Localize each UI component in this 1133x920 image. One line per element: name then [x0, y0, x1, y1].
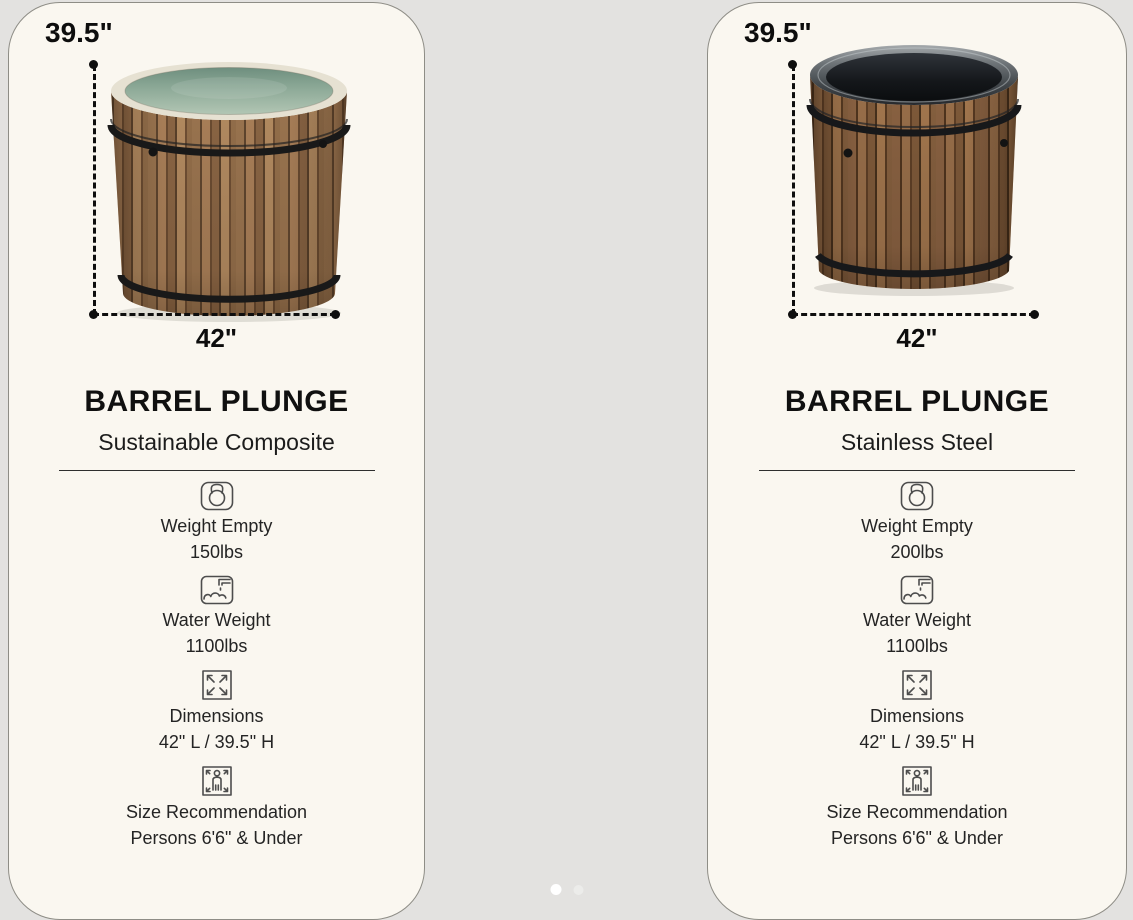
- dimension-endpoint-dot: [788, 310, 797, 319]
- spec-dimensions: [708, 669, 1126, 755]
- spec-value: 1100lbs: [185, 636, 248, 656]
- person-height-icon: [901, 765, 933, 797]
- spec-size-recommendation: [9, 765, 424, 851]
- product-figure: [708, 3, 1126, 361]
- spec-value: 200lbs: [890, 542, 944, 562]
- spec-water-weight: [9, 575, 424, 659]
- spec-water-weight: [708, 575, 1126, 659]
- dimension-endpoint-dot: [89, 60, 98, 69]
- product-title: BARREL PLUNGE: [84, 385, 349, 418]
- height-dimension-label: 39.5": [744, 17, 812, 48]
- spec-value: 42" L / 39.5" H: [158, 732, 275, 752]
- width-dimension-line: [93, 313, 336, 316]
- product-subtitle: Stainless Steel: [840, 429, 994, 455]
- product-figure: [9, 3, 424, 361]
- kettlebell-icon: [900, 481, 934, 511]
- spec-label: Water Weight: [862, 610, 972, 630]
- spec-value: Persons 6'6" & Under: [831, 828, 1003, 848]
- product-card-stainless[interactable]: [707, 2, 1127, 920]
- product-card-composite[interactable]: [8, 2, 425, 920]
- kettlebell-icon: [200, 481, 234, 511]
- expand-arrows-icon: [901, 669, 933, 701]
- dimension-endpoint-dot: [1030, 310, 1039, 319]
- spec-label: Dimensions: [169, 706, 264, 726]
- width-dimension-label: 42": [195, 323, 238, 353]
- spec-list: [708, 481, 1126, 851]
- spec-label: Water Weight: [162, 610, 271, 630]
- width-dimension-label: 42": [896, 323, 938, 353]
- spec-list: [9, 481, 424, 851]
- divider: [59, 470, 375, 471]
- product-subtitle: Sustainable Composite: [98, 429, 335, 455]
- spec-label: Size Recommendation: [826, 802, 1008, 822]
- spec-value: Persons 6'6" & Under: [130, 828, 303, 848]
- spec-weight-empty: [9, 481, 424, 565]
- dimension-endpoint-dot: [788, 60, 797, 69]
- spec-value: 42" L / 39.5" H: [859, 732, 975, 752]
- spec-label: Weight Empty: [160, 516, 273, 536]
- barrel-plunge-photo: [104, 47, 354, 332]
- spec-value: 1100lbs: [886, 636, 948, 656]
- spec-dimensions: [9, 669, 424, 755]
- carousel-dot-inactive[interactable]: [573, 885, 583, 895]
- divider: [759, 470, 1075, 471]
- spec-size-recommendation: [708, 765, 1126, 851]
- height-dimension-line: [792, 65, 795, 315]
- carousel-dot-active[interactable]: [550, 884, 561, 895]
- spec-weight-empty: [708, 481, 1126, 565]
- spec-label: Weight Empty: [861, 516, 973, 536]
- spec-label: Dimensions: [869, 706, 965, 726]
- height-dimension-line: [93, 65, 96, 315]
- spec-label: Size Recommendation: [125, 802, 308, 822]
- width-dimension-line: [792, 313, 1035, 316]
- water-faucet-icon: [900, 575, 934, 605]
- dimension-endpoint-dot: [89, 310, 98, 319]
- carousel-dots: [550, 884, 583, 895]
- spec-value: 150lbs: [189, 542, 244, 562]
- dimension-endpoint-dot: [331, 310, 340, 319]
- height-dimension-label: 39.5": [45, 17, 113, 48]
- water-faucet-icon: [200, 575, 234, 605]
- expand-arrows-icon: [201, 669, 233, 701]
- product-title: BARREL PLUNGE: [784, 385, 1050, 418]
- barrel-plunge-photo: [804, 33, 1024, 305]
- person-height-icon: [201, 765, 233, 797]
